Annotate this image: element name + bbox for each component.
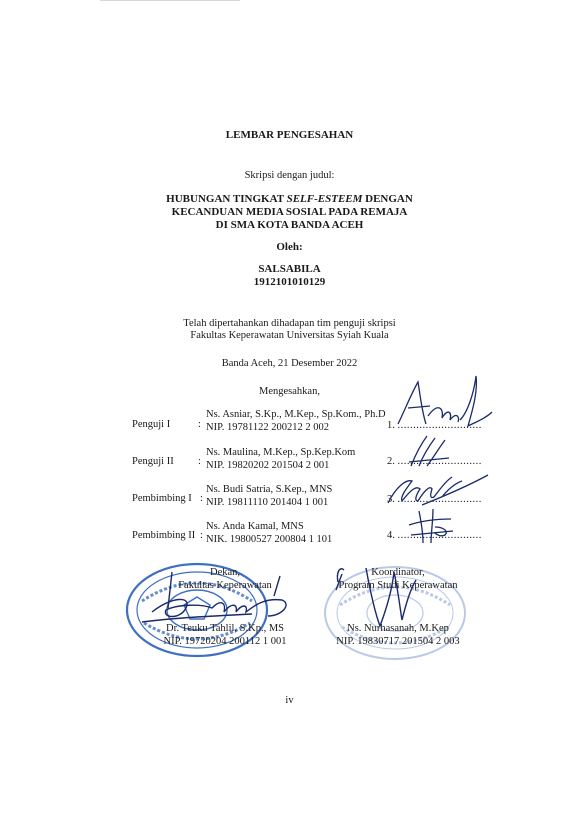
defended-line-2: Fakultas Keperawatan Universitas Syiah Kuala: [190, 330, 389, 341]
signature-number: 3.: [387, 494, 395, 505]
author-nim: 1912101010129: [253, 276, 326, 288]
signature-dots: ...........................: [397, 420, 482, 431]
defended-line-1: Telah dipertahankan dihadapan tim penguji skripsi: [183, 318, 396, 329]
thesis-title-line-3: DI SMA KOTA BANDA ACEH: [215, 219, 364, 231]
place-date: Banda Aceh, 21 Desember 2022: [221, 358, 358, 369]
signature-3: [382, 467, 492, 511]
author-name: SALSABILA: [258, 263, 321, 275]
examiner-role: Pembimbing II: [132, 530, 196, 541]
signature-2: [405, 432, 455, 472]
examiner-role: Penguji II: [132, 456, 174, 467]
signature-number: 1.: [387, 420, 395, 431]
coordinator-unit: Program Studi Keperawatan: [338, 580, 458, 591]
dean-signature: [132, 568, 302, 634]
thesis-title-line-1: [0, 193, 579, 205]
colon: :: [198, 456, 201, 467]
dean-title: Dekan,: [209, 567, 241, 578]
examiner-name: Ns. Budi Satria, S.Kep., MNS: [206, 484, 333, 495]
examiner-id: NIP. 19811110 201404 1 001: [206, 497, 329, 508]
thesis-title-italic: SELF-ESTEEM: [286, 193, 363, 205]
signature-number: 4.: [387, 530, 395, 541]
examiner-id: NIK. 19800527 200804 1 101: [206, 534, 333, 545]
examiner-role: Penguji I: [132, 419, 171, 430]
colon: :: [198, 419, 201, 430]
signature-4: [405, 507, 459, 547]
examiner-name: Ns. Asniar, S.Kp., M.Kep., Sp.Kom., Ph.D: [206, 409, 386, 420]
approved-label: Mengesahkan,: [259, 386, 320, 397]
signature-1: [390, 372, 500, 434]
colon: :: [200, 493, 203, 504]
dean-id: NIP. 19720204 200112 1 001: [163, 636, 287, 647]
examiner-role: Pembimbing I: [132, 493, 192, 504]
thesis-intro: Skripsi dengan judul:: [244, 170, 335, 181]
thesis-title-line-2: KECANDUAN MEDIA SOSIAL PADA REMAJA: [171, 206, 408, 218]
coordinator-id: NIP. 19830717 201504 2 003: [336, 636, 460, 647]
coordinator-title: Koordinator,: [371, 567, 425, 578]
signature-dots: ...........................: [397, 456, 482, 467]
examiner-name: Ns. Maulina, M.Kep., Sp.Kep.Kom: [206, 447, 356, 458]
dean-unit: Fakultas Keperawatan: [178, 580, 272, 591]
coordinator-name: Ns. Nurhasanah, M.Kep: [347, 623, 449, 634]
examiner-name: Ns. Anda Kamal, MNS: [206, 521, 304, 532]
signature-number: 2.: [387, 456, 395, 467]
scan-edge-line: [100, 0, 240, 1]
by-label: Oleh:: [276, 241, 303, 253]
examiner-id: NIP. 19820202 201504 2 001: [206, 460, 330, 471]
thesis-title-part: DENGAN: [362, 193, 413, 205]
coordinator-signature: [332, 560, 422, 636]
dean-name: Dr. Teuku Tahlil, S.Kp., MS: [165, 623, 285, 634]
page-number: iv: [285, 695, 294, 706]
page-title: LEMBAR PENGESAHAN: [225, 129, 354, 141]
colon: :: [200, 530, 203, 541]
signature-dots: ...........................: [397, 494, 482, 505]
signature-dots: ...........................: [397, 530, 482, 541]
thesis-title-part: HUBUNGAN TINGKAT: [166, 193, 287, 205]
examiner-id: NIP. 19781122 200212 2 002: [206, 422, 329, 433]
